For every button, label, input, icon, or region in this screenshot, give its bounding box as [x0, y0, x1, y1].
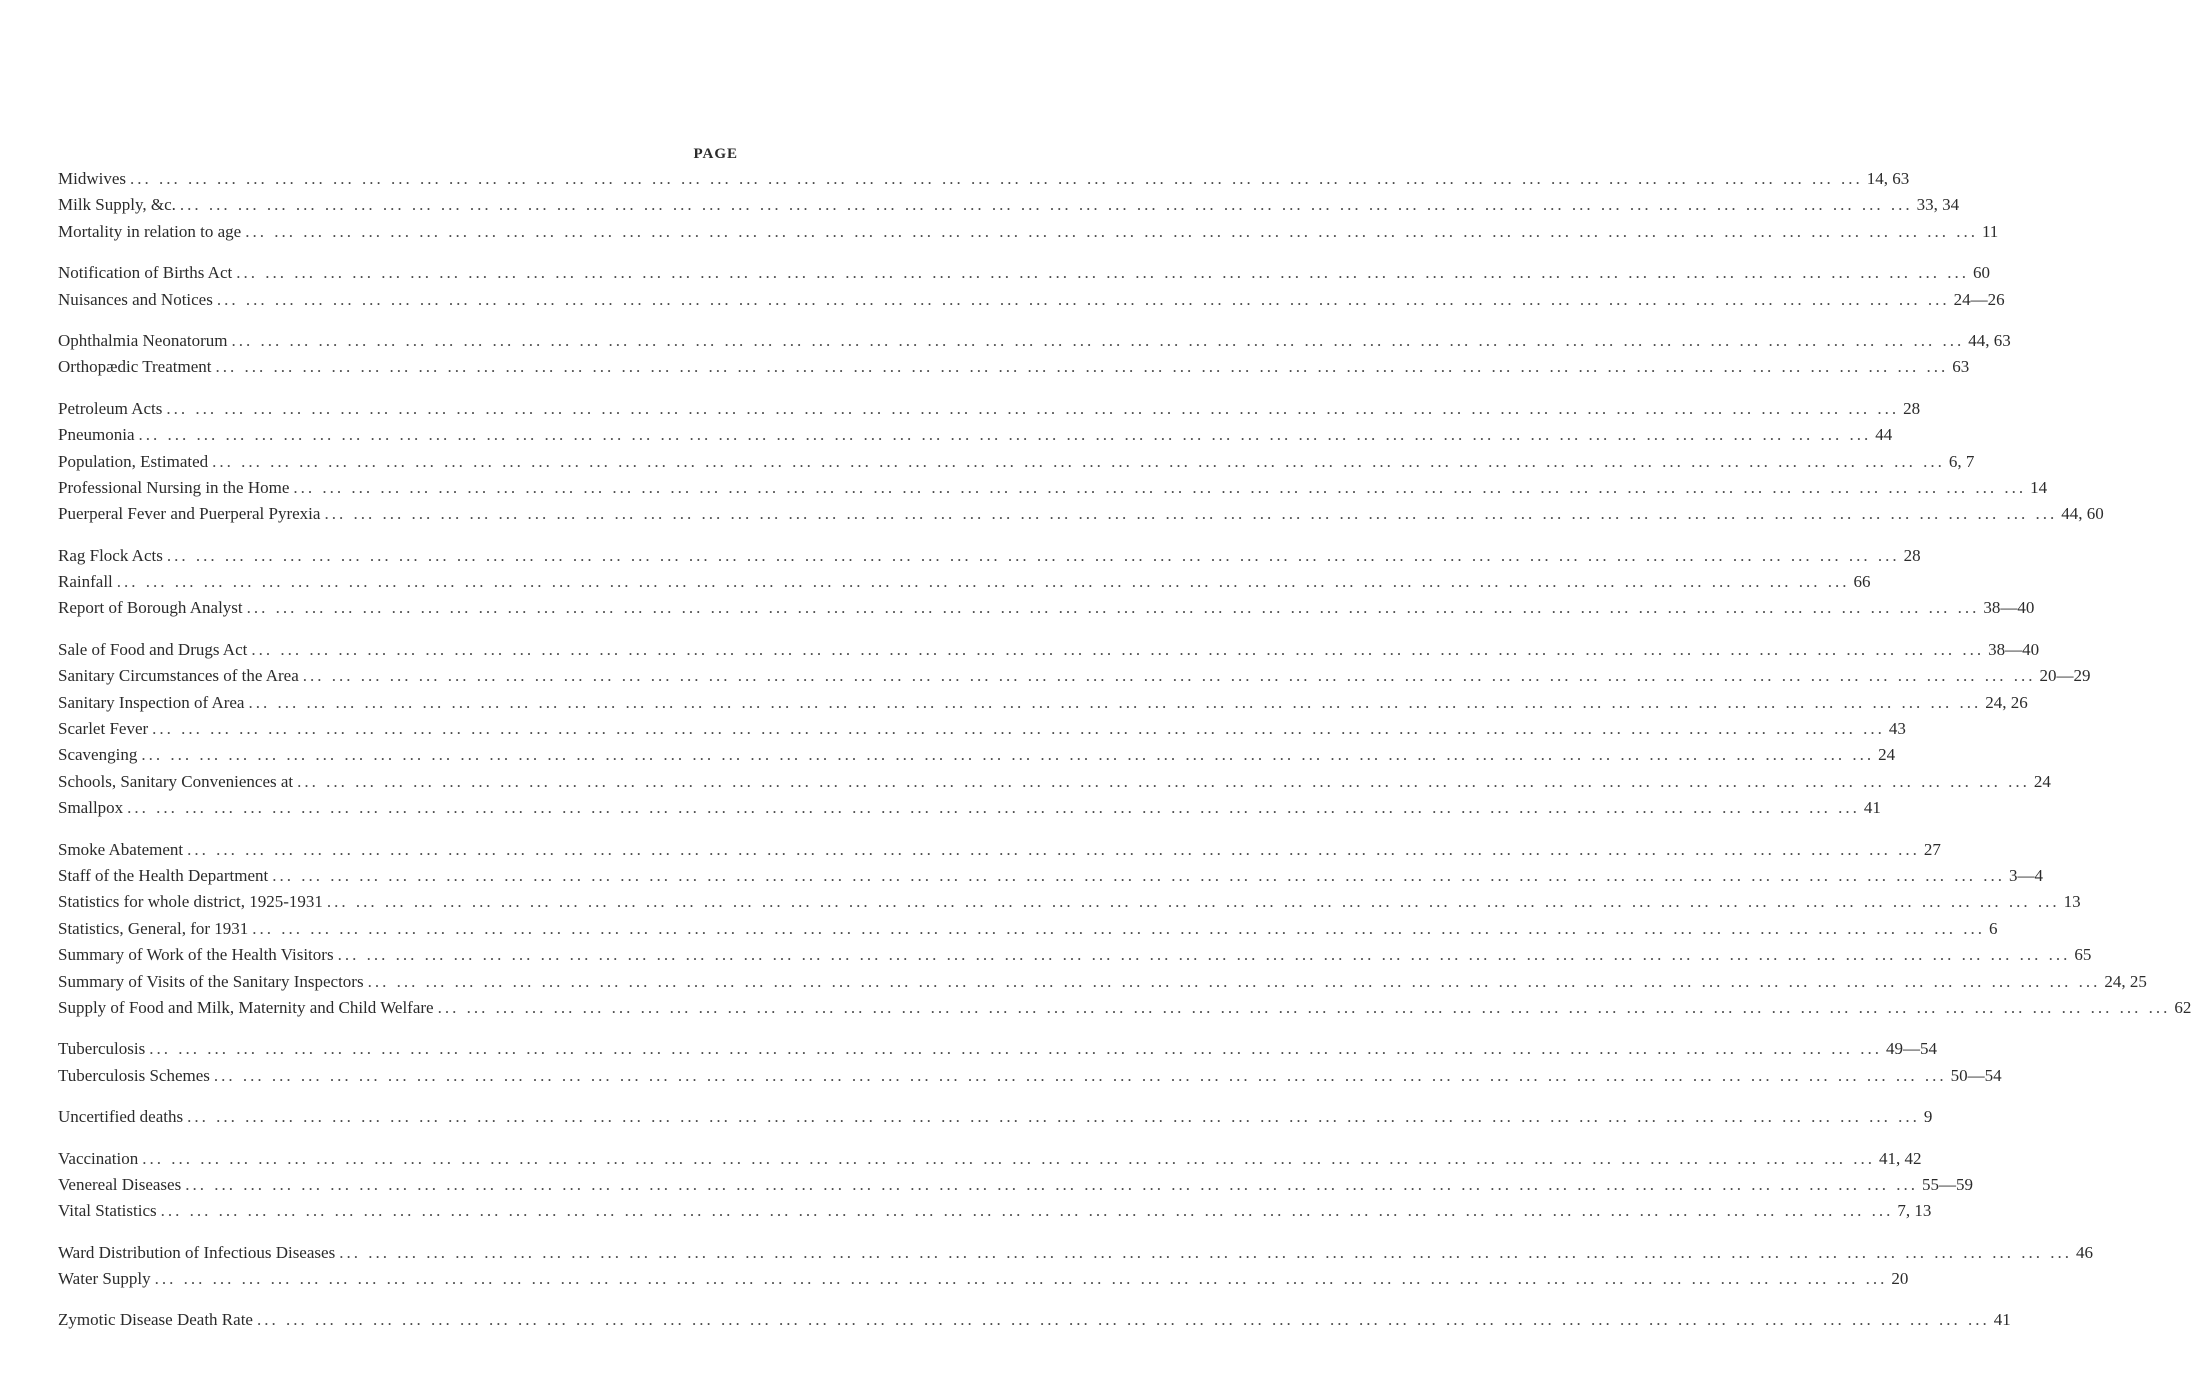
dot-leader: ... ... ... ... ... ... ... ... ... ... ... ... ... ... ... ... ... ... ... ... ... ... ... ... ... ... ... ... ... ... ... ... ... ... ... ... ... ... ... ... ... ... ... ... ... ... ... ... ... ... ... ... ... ... ... ... ... ... ... ...: [256, 1310, 1990, 1330]
entry-label: Statistics, General, for 1931: [58, 918, 249, 938]
dot-leader: ... ... ... ... ... ... ... ... ... ... ... ... ... ... ... ... ... ... ... ... ... ... ... ... ... ... ... ... ... ... ... ... ... ... ... ... ... ... ... ... ... ... ... ... ... ... ... ... ... ... ... ... ... ... ... ... ... ... ... ...: [152, 719, 1885, 739]
entry-label: Ward Distribution of Infectious Diseases: [58, 1242, 336, 1262]
entry-label: Vital Statistics: [58, 1201, 157, 1221]
index-entry: [58, 1240, 2093, 1266]
index-entry: [58, 969, 2147, 995]
index-entry: [58, 663, 2091, 689]
dot-leader: ... ... ... ... ... ... ... ... ... ... ... ... ... ... ... ... ... ... ... ... ... ... ... ... ... ... ... ... ... ... ... ... ... ... ... ... ... ... ... ... ... ... ... ... ... ... ... ... ... ... ... ... ... ... ... ... ... ... ... ...: [367, 971, 2101, 991]
index-entry: [58, 422, 1893, 448]
entry-label: Smallpox: [58, 798, 124, 818]
index-entry: [58, 637, 2040, 663]
entry-label: Rainfall: [58, 572, 113, 592]
index-entry: [58, 354, 1970, 380]
entry-page-numbers: 24, 25: [2104, 971, 2147, 991]
entry-page-numbers: 24—26: [1953, 289, 2005, 309]
entry-page-numbers: 20—29: [2039, 666, 2091, 686]
index-entry: [58, 889, 2081, 915]
index-entry: [58, 795, 1881, 821]
entry-page-numbers: 11: [1981, 221, 1999, 241]
dot-leader: ... ... ... ... ... ... ... ... ... ... ... ... ... ... ... ... ... ... ... ... ... ... ... ... ... ... ... ... ... ... ... ... ... ... ... ... ... ... ... ... ... ... ... ... ... ... ... ... ... ... ... ... ... ... ... ... ... ... ... ...: [187, 839, 1920, 859]
dot-leader: ... ... ... ... ... ... ... ... ... ... ... ... ... ... ... ... ... ... ... ... ... ... ... ... ... ... ... ... ... ... ... ... ... ... ... ... ... ... ... ... ... ... ... ... ... ... ... ... ... ... ... ... ... ... ... ... ... ... ... ...: [324, 504, 2058, 524]
entry-page-numbers: 46: [2075, 1242, 2093, 1262]
entry-label: Smoke Abatement: [58, 839, 184, 859]
entry-page-numbers: 33, 34: [1916, 195, 1960, 215]
entry-page-numbers: 24: [1878, 745, 1896, 765]
dot-leader: ... ... ... ... ... ... ... ... ... ... ... ... ... ... ... ... ... ... ... ... ... ... ... ... ... ... ... ... ... ... ... ... ... ... ... ... ... ... ... ... ... ... ... ... ... ... ... ... ... ... ... ... ... ... ... ... ... ... ... ...: [166, 398, 1900, 418]
index-entry: [58, 166, 1910, 192]
dot-leader: ... ... ... ... ... ... ... ... ... ... ... ... ... ... ... ... ... ... ... ... ... ... ... ... ... ... ... ... ... ... ... ... ... ... ... ... ... ... ... ... ... ... ... ... ... ... ... ... ... ... ... ... ... ... ... ... ... ... ... ...: [236, 263, 1969, 283]
dot-leader: ... ... ... ... ... ... ... ... ... ... ... ... ... ... ... ... ... ... ... ... ... ... ... ... ... ... ... ... ... ... ... ... ... ... ... ... ... ... ... ... ... ... ... ... ... ... ... ... ... ... ... ... ... ... ... ... ... ... ... ...: [142, 1148, 1875, 1168]
index-entry: [58, 916, 1998, 942]
entry-page-numbers: 24: [2033, 771, 2051, 791]
entry-label: Nuisances and Notices: [58, 289, 213, 309]
index-entry: [58, 1172, 1973, 1198]
entry-label: Milk Supply, &c.: [58, 195, 176, 215]
entry-page-numbers: 27: [1923, 839, 1941, 859]
index-group: [58, 1307, 2011, 1333]
index-group: [58, 837, 2191, 1022]
dot-leader: ... ... ... ... ... ... ... ... ... ... ... ... ... ... ... ... ... ... ... ... ... ... ... ... ... ... ... ... ... ... ... ... ... ... ... ... ... ... ... ... ... ... ... ... ... ... ... ... ... ... ... ... ... ... ... ... ... ... ... ...: [272, 865, 2005, 885]
entry-label: Puerperal Fever and Puerperal Pyrexia: [58, 504, 321, 524]
entry-label: Schools, Sanitary Conveniences at: [58, 771, 294, 791]
entry-label: Pneumonia: [58, 425, 135, 445]
dot-leader: ... ... ... ... ... ... ... ... ... ... ... ... ... ... ... ... ... ... ... ... ... ... ... ... ... ... ... ... ... ... ... ... ... ... ... ... ... ... ... ... ... ... ... ... ... ... ... ... ... ... ... ... ... ... ... ... ... ... ... ...: [160, 1201, 1894, 1221]
entry-label: Water Supply: [58, 1269, 151, 1289]
dot-leader: ... ... ... ... ... ... ... ... ... ... ... ... ... ... ... ... ... ... ... ... ... ... ... ... ... ... ... ... ... ... ... ... ... ... ... ... ... ... ... ... ... ... ... ... ... ... ... ... ... ... ... ... ... ... ... ... ... ... ... ...: [127, 798, 1860, 818]
entry-page-numbers: 20: [1891, 1269, 1909, 1289]
entry-label: Report of Borough Analyst: [58, 598, 243, 618]
dot-leader: ... ... ... ... ... ... ... ... ... ... ... ... ... ... ... ... ... ... ... ... ... ... ... ... ... ... ... ... ... ... ... ... ... ... ... ... ... ... ... ... ... ... ... ... ... ... ... ... ... ... ... ... ... ... ... ... ... ... ... ...: [138, 425, 1872, 445]
entry-page-numbers: 55—59: [1921, 1174, 1973, 1194]
dot-leader: ... ... ... ... ... ... ... ... ... ... ... ... ... ... ... ... ... ... ... ... ... ... ... ... ... ... ... ... ... ... ... ... ... ... ... ... ... ... ... ... ... ... ... ... ... ... ... ... ... ... ... ... ... ... ... ... ... ... ... ...: [297, 771, 2030, 791]
entry-label: Supply of Food and Milk, Maternity and Child Welfare: [58, 997, 434, 1017]
entry-label: Population, Estimated: [58, 451, 209, 471]
index-group: [58, 1240, 2093, 1293]
entry-page-numbers: 14, 63: [1866, 169, 1910, 188]
entry-label: Tuberculosis: [58, 1039, 146, 1059]
dot-leader: ... ... ... ... ... ... ... ... ... ... ... ... ... ... ... ... ... ... ... ... ... ... ... ... ... ... ... ... ... ... ... ... ... ... ... ... ... ... ... ... ... ... ... ... ... ... ... ... ... ... ... ... ... ... ... ... ... ... ... ...: [337, 945, 2071, 965]
entry-page-numbers: 62: [2174, 997, 2191, 1017]
entry-label: Notification of Births Act: [58, 263, 233, 283]
dot-leader: ... ... ... ... ... ... ... ... ... ... ... ... ... ... ... ... ... ... ... ... ... ... ... ... ... ... ... ... ... ... ... ... ... ... ... ... ... ... ... ... ... ... ... ... ... ... ... ... ... ... ... ... ... ... ... ... ... ... ... ...: [166, 545, 1900, 565]
entry-label: Summary of Work of the Health Visitors: [58, 945, 334, 965]
index-entry: [58, 569, 1871, 595]
dot-leader: ... ... ... ... ... ... ... ... ... ... ... ... ... ... ... ... ... ... ... ... ... ... ... ... ... ... ... ... ... ... ... ... ... ... ... ... ... ... ... ... ... ... ... ... ... ... ... ... ... ... ... ... ... ... ... ... ... ... ... ...: [326, 892, 2060, 912]
entry-page-numbers: 60: [1972, 263, 1990, 283]
entry-label: Petroleum Acts: [58, 398, 163, 418]
index-entry: [58, 837, 1941, 863]
index-entry: [58, 1198, 1932, 1224]
entry-page-numbers: 41, 42: [1879, 1148, 1922, 1168]
dot-leader: ... ... ... ... ... ... ... ... ... ... ... ... ... ... ... ... ... ... ... ... ... ... ... ... ... ... ... ... ... ... ... ... ... ... ... ... ... ... ... ... ... ... ... ... ... ... ... ... ... ... ... ... ... ... ... ... ... ... ... ...: [437, 997, 2171, 1017]
entry-page-numbers: 49—54: [1885, 1039, 1937, 1059]
index-entry: [58, 501, 2104, 527]
entry-label: Zymotic Disease Death Rate: [58, 1310, 253, 1330]
dot-leader: ... ... ... ... ... ... ... ... ... ... ... ... ... ... ... ... ... ... ... ... ... ... ... ... ... ... ... ... ... ... ... ... ... ... ... ... ... ... ... ... ... ... ... ... ... ... ... ... ... ... ... ... ... ... ... ... ... ... ... ...: [246, 598, 1980, 618]
index-group: [58, 1104, 1933, 1130]
index-group: [58, 1036, 2002, 1089]
entry-page-numbers: 43: [1888, 719, 1906, 739]
entry-label: Sanitary Circumstances of the Area: [58, 666, 299, 686]
entry-label: Scarlet Fever: [58, 719, 149, 739]
dot-leader: ... ... ... ... ... ... ... ... ... ... ... ... ... ... ... ... ... ... ... ... ... ... ... ... ... ... ... ... ... ... ... ... ... ... ... ... ... ... ... ... ... ... ... ... ... ... ... ... ... ... ... ... ... ... ... ... ... ... ... ...: [149, 1039, 1882, 1059]
dot-leader: ... ... ... ... ... ... ... ... ... ... ... ... ... ... ... ... ... ... ... ... ... ... ... ... ... ... ... ... ... ... ... ... ... ... ... ... ... ... ... ... ... ... ... ... ... ... ... ... ... ... ... ... ... ... ... ... ... ... ... ...: [251, 639, 1985, 659]
index-entry: [58, 1146, 1922, 1172]
entry-label: Venereal Diseases: [58, 1174, 182, 1194]
dot-leader: ... ... ... ... ... ... ... ... ... ... ... ... ... ... ... ... ... ... ... ... ... ... ... ... ... ... ... ... ... ... ... ... ... ... ... ... ... ... ... ... ... ... ... ... ... ... ... ... ... ... ... ... ... ... ... ... ... ... ... ...: [252, 918, 1986, 938]
entry-page-numbers: 28: [1903, 545, 1921, 565]
index-entry: [58, 595, 2035, 621]
entry-page-numbers: 44: [1875, 425, 1893, 445]
entry-page-numbers: 38—40: [1988, 639, 2040, 659]
index-group: [58, 543, 2035, 622]
index-entry: [58, 192, 1960, 218]
entry-page-numbers: 6: [1989, 918, 1998, 938]
entry-page-numbers: 13: [2063, 892, 2081, 912]
entry-page-numbers: 41: [1993, 1310, 2011, 1330]
dot-leader: ... ... ... ... ... ... ... ... ... ... ... ... ... ... ... ... ... ... ... ... ... ... ... ... ... ... ... ... ... ... ... ... ... ... ... ... ... ... ... ... ... ... ... ... ... ... ... ... ... ... ... ... ... ... ... ... ... ... ... ...: [248, 692, 1982, 712]
dot-leader: ... ... ... ... ... ... ... ... ... ... ... ... ... ... ... ... ... ... ... ... ... ... ... ... ... ... ... ... ... ... ... ... ... ... ... ... ... ... ... ... ... ... ... ... ... ... ... ... ... ... ... ... ... ... ... ... ... ... ... ...: [141, 745, 1875, 765]
entry-page-numbers: 6, 7: [1948, 451, 1975, 471]
index-group: [58, 396, 2104, 528]
entry-page-numbers: 44, 60: [2061, 504, 2104, 524]
index-entry: [58, 260, 1990, 286]
index-entry: [58, 1266, 1909, 1292]
entry-label: Ophthalmia Neonatorum: [58, 330, 228, 350]
index-entry: [58, 475, 2048, 501]
dot-leader: ... ... ... ... ... ... ... ... ... ... ... ... ... ... ... ... ... ... ... ... ... ... ... ... ... ... ... ... ... ... ... ... ... ... ... ... ... ... ... ... ... ... ... ... ... ... ... ... ... ... ... ... ... ... ... ... ... ... ... ...: [116, 572, 1850, 592]
entry-label: Uncertified deaths: [58, 1107, 184, 1127]
entry-page-numbers: 66: [1853, 572, 1871, 592]
entry-label: Statistics for whole district, 1925-1931: [58, 892, 323, 912]
index-group: [58, 166, 1999, 245]
index-entry: [58, 1104, 1933, 1130]
entry-label: Professional Nursing in the Home: [58, 477, 290, 497]
dot-leader: ... ... ... ... ... ... ... ... ... ... ... ... ... ... ... ... ... ... ... ... ... ... ... ... ... ... ... ... ... ... ... ... ... ... ... ... ... ... ... ... ... ... ... ... ... ... ... ... ... ... ... ... ... ... ... ... ... ... ... ...: [245, 221, 1978, 241]
dot-leader: ... ... ... ... ... ... ... ... ... ... ... ... ... ... ... ... ... ... ... ... ... ... ... ... ... ... ... ... ... ... ... ... ... ... ... ... ... ... ... ... ... ... ... ... ... ... ... ... ... ... ... ... ... ... ... ... ... ... ... ...: [231, 330, 1965, 350]
entry-label: Vaccination: [58, 1148, 139, 1168]
dot-leader: ... ... ... ... ... ... ... ... ... ... ... ... ... ... ... ... ... ... ... ... ... ... ... ... ... ... ... ... ... ... ... ... ... ... ... ... ... ... ... ... ... ... ... ... ... ... ... ... ... ... ... ... ... ... ... ... ... ... ... ...: [187, 1107, 1920, 1127]
index-entry: [58, 942, 2092, 968]
index-entry: [58, 287, 2005, 313]
dot-leader: ... ... ... ... ... ... ... ... ... ... ... ... ... ... ... ... ... ... ... ... ... ... ... ... ... ... ... ... ... ... ... ... ... ... ... ... ... ... ... ... ... ... ... ... ... ... ... ... ... ... ... ... ... ... ... ... ... ... ... ...: [130, 169, 1863, 188]
entry-label: Scavenging: [58, 745, 138, 765]
entry-page-numbers: 38—40: [1983, 598, 2035, 618]
entry-page-numbers: 41: [1863, 798, 1881, 818]
entry-label: Sale of Food and Drugs Act: [58, 639, 248, 659]
entry-label: Summary of Visits of the Sanitary Inspectors: [58, 971, 364, 991]
index-entry: [58, 449, 1975, 475]
index-entry: [58, 716, 1906, 742]
entry-page-numbers: 9: [1923, 1107, 1933, 1127]
entry-page-numbers: 63: [1952, 357, 1970, 377]
entry-label: Staff of the Health Department: [58, 865, 269, 885]
dot-leader: ... ... ... ... ... ... ... ... ... ... ... ... ... ... ... ... ... ... ... ... ... ... ... ... ... ... ... ... ... ... ... ... ... ... ... ... ... ... ... ... ... ... ... ... ... ... ... ... ... ... ... ... ... ... ... ... ... ... ... ...: [179, 195, 1913, 215]
entry-label: Mortality in relation to age: [58, 221, 242, 241]
index-entry: [58, 863, 2043, 889]
index-entries: [58, 166, 2191, 1349]
index-entry: [58, 769, 2051, 795]
dot-leader: ... ... ... ... ... ... ... ... ... ... ... ... ... ... ... ... ... ... ... ... ... ... ... ... ... ... ... ... ... ... ... ... ... ... ... ... ... ... ... ... ... ... ... ... ... ... ... ... ... ... ... ... ... ... ... ... ... ... ... ...: [302, 666, 2036, 686]
dot-leader: ... ... ... ... ... ... ... ... ... ... ... ... ... ... ... ... ... ... ... ... ... ... ... ... ... ... ... ... ... ... ... ... ... ... ... ... ... ... ... ... ... ... ... ... ... ... ... ... ... ... ... ... ... ... ... ... ... ... ... ...: [215, 357, 1949, 377]
dot-leader: ... ... ... ... ... ... ... ... ... ... ... ... ... ... ... ... ... ... ... ... ... ... ... ... ... ... ... ... ... ... ... ... ... ... ... ... ... ... ... ... ... ... ... ... ... ... ... ... ... ... ... ... ... ... ... ... ... ... ... ...: [212, 451, 1945, 471]
index-group: [58, 260, 2005, 313]
dot-leader: ... ... ... ... ... ... ... ... ... ... ... ... ... ... ... ... ... ... ... ... ... ... ... ... ... ... ... ... ... ... ... ... ... ... ... ... ... ... ... ... ... ... ... ... ... ... ... ... ... ... ... ... ... ... ... ... ... ... ... ...: [213, 1065, 1947, 1085]
index-entry: [58, 1307, 2011, 1333]
entry-page-numbers: 65: [2074, 945, 2092, 965]
entry-label: Orthopædic Treatment: [58, 357, 212, 377]
index-entry: [58, 995, 2191, 1021]
entry-label: Tuberculosis Schemes: [58, 1065, 210, 1085]
dot-leader: ... ... ... ... ... ... ... ... ... ... ... ... ... ... ... ... ... ... ... ... ... ... ... ... ... ... ... ... ... ... ... ... ... ... ... ... ... ... ... ... ... ... ... ... ... ... ... ... ... ... ... ... ... ... ... ... ... ... ... ...: [185, 1174, 1918, 1194]
index-entry: [58, 742, 1896, 768]
entry-page-numbers: 44, 63: [1968, 330, 2011, 350]
entry-page-numbers: 50—54: [1950, 1065, 2002, 1085]
entry-label: Rag Flock Acts: [58, 545, 163, 565]
index-group: [58, 637, 2091, 822]
index-entry: [58, 1036, 1937, 1062]
entry-page-numbers: 3—4: [2008, 865, 2043, 885]
index-entry: [58, 219, 1999, 245]
index-entry: [58, 328, 2011, 354]
entry-label: Sanitary Inspection of Area: [58, 692, 245, 712]
index-entry: [58, 396, 1921, 422]
entry-label: Midwives: [58, 169, 126, 188]
entry-page-numbers: 28: [1903, 398, 1921, 418]
dot-leader: ... ... ... ... ... ... ... ... ... ... ... ... ... ... ... ... ... ... ... ... ... ... ... ... ... ... ... ... ... ... ... ... ... ... ... ... ... ... ... ... ... ... ... ... ... ... ... ... ... ... ... ... ... ... ... ... ... ... ... ...: [339, 1242, 2072, 1262]
entry-page-numbers: 24, 26: [1985, 692, 2028, 712]
dot-leader: ... ... ... ... ... ... ... ... ... ... ... ... ... ... ... ... ... ... ... ... ... ... ... ... ... ... ... ... ... ... ... ... ... ... ... ... ... ... ... ... ... ... ... ... ... ... ... ... ... ... ... ... ... ... ... ... ... ... ... ...: [293, 477, 2027, 497]
index-entry: [58, 1063, 2002, 1089]
index-entry: [58, 543, 1921, 569]
index-group: [58, 328, 2011, 381]
index-entry: [58, 690, 2028, 716]
page-column-heading: PAGE: [693, 146, 738, 162]
index-group: [58, 1146, 1973, 1225]
dot-leader: ... ... ... ... ... ... ... ... ... ... ... ... ... ... ... ... ... ... ... ... ... ... ... ... ... ... ... ... ... ... ... ... ... ... ... ... ... ... ... ... ... ... ... ... ... ... ... ... ... ... ... ... ... ... ... ... ... ... ... ...: [216, 289, 1950, 309]
dot-leader: ... ... ... ... ... ... ... ... ... ... ... ... ... ... ... ... ... ... ... ... ... ... ... ... ... ... ... ... ... ... ... ... ... ... ... ... ... ... ... ... ... ... ... ... ... ... ... ... ... ... ... ... ... ... ... ... ... ... ... ...: [154, 1269, 1888, 1289]
entry-page-numbers: 14: [2030, 477, 2048, 497]
entry-page-numbers: 7, 13: [1897, 1201, 1932, 1221]
